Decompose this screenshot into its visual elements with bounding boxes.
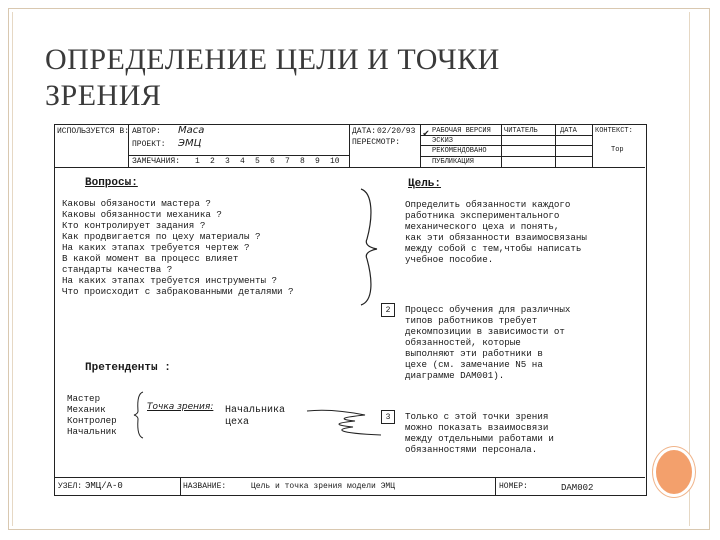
goal-line-3: механического цеха и понять, — [405, 221, 560, 232]
status-recommended: РЕКОМЕНДОВАНО — [432, 147, 487, 155]
project-label: ПРОЕКТ: — [132, 140, 166, 149]
context-label: КОНТЕКСТ: — [595, 127, 633, 135]
context-value: Top — [611, 146, 624, 154]
notes-label: ЗАМЕЧАНИЯ: — [132, 157, 181, 166]
note-3: 3 — [225, 157, 230, 166]
note2-line-2: типов работников требует — [405, 315, 538, 326]
note-8: 8 — [300, 157, 305, 166]
note-9: 9 — [315, 157, 320, 166]
note2-line-4: обязанностей, которые — [405, 337, 521, 348]
date-value: 02/20/93 — [377, 127, 416, 136]
goal-line-6: учебное пособие. — [405, 254, 494, 265]
goal-line-4: как эти обязанности взаимосвязаны — [405, 232, 587, 243]
note-badge-3: 3 — [381, 410, 395, 424]
candidates-heading: Претенденты : — [85, 362, 171, 374]
note-7: 7 — [285, 157, 290, 166]
footer-divider — [55, 477, 645, 478]
question-1: Каковы обязаности мастера ? — [62, 198, 211, 209]
name-label: НАЗВАНИЕ: — [183, 482, 227, 491]
status-draft: ЭСКИЗ — [432, 137, 454, 145]
question-7: стандарты качества ? — [62, 264, 173, 275]
title-line-2: ЗРЕНИЯ — [45, 79, 162, 112]
note-5: 5 — [255, 157, 260, 166]
goal-line-1: Определить обязанности каждого — [405, 199, 571, 210]
used-in-label: ИСПОЛЬЗУЕТСЯ В: — [57, 127, 130, 136]
note-6: 6 — [270, 157, 275, 166]
reader-label: ЧИТАТЕЛЬ — [504, 127, 538, 135]
candidate-4: Начальник — [67, 426, 117, 437]
question-4: Как продвигается по цеху материалы ? — [62, 231, 261, 242]
number-value: DAM002 — [561, 483, 594, 493]
note3-line-4: обязанностями персонала. — [405, 444, 538, 455]
checkmark-icon: ✔ — [423, 129, 430, 140]
node-label: УЗЕЛ: — [58, 482, 83, 491]
author-label: АВТОР: — [132, 127, 161, 136]
candidates-brace-icon — [132, 391, 146, 439]
candidate-2: Механик — [67, 404, 106, 415]
goal-line-2: работника экспериментального — [405, 210, 560, 221]
viewpoint-label: Точка зрения: — [147, 402, 214, 412]
date-label: ДАТА: — [352, 127, 377, 136]
question-5: На каких этапах требуется чертеж ? — [62, 242, 250, 253]
idef0-form — [54, 124, 647, 496]
status-publication: ПУБЛИКАЦИЯ — [432, 158, 475, 166]
note-4: 4 — [240, 157, 245, 166]
title-line-1: ОПРЕДЕЛЕНИЕ ЦЕЛИ И ТОЧКИ — [45, 43, 500, 76]
note2-line-7: диаграмме DAM001). — [405, 370, 505, 381]
goal-line-5: между собой с тем,чтобы написать — [405, 243, 582, 254]
note2-line-5: выполняют эти работники в — [405, 348, 543, 359]
question-6: В какой момент ва процесс влияет — [62, 253, 239, 264]
viewpoint-value-1: Начальника — [225, 405, 286, 416]
node-value: ЭМЦ/А-0 — [85, 481, 123, 491]
question-2: Каковы обязанности механика ? — [62, 209, 222, 220]
author-value: Маса — [178, 125, 205, 136]
note2-line-6: цехе (см. замечание N5 на — [405, 359, 543, 370]
form-header — [55, 125, 645, 168]
name-value: Цель и точка зрения модели ЭМЦ — [251, 482, 396, 491]
goal-heading: Цель: — [408, 178, 442, 190]
reader-date-label: ДАТА — [560, 127, 577, 135]
status-working: РАБОЧАЯ ВЕРСИЯ — [432, 127, 491, 135]
candidate-1: Мастер — [67, 393, 101, 404]
note2-line-1: Процесс обучения для различных — [405, 304, 571, 315]
question-3: Кто контролирует задания ? — [62, 220, 206, 231]
question-8: На каких этапах требуется инструменты ? — [62, 275, 278, 286]
note2-line-3: декомпозиции в зависимости от — [405, 326, 565, 337]
note-2: 2 — [210, 157, 215, 166]
candidate-3: Контролер — [67, 415, 117, 426]
note3-line-1: Только с этой точки зрения — [405, 411, 549, 422]
revision-label: ПЕРЕСМОТР: — [352, 138, 401, 147]
squiggle-arrow-icon — [305, 407, 385, 443]
question-9: Что происходит с забракованными деталями ? — [62, 286, 294, 297]
decorative-circle — [653, 447, 695, 497]
note-badge-2: 2 — [381, 303, 395, 317]
viewpoint-value-2: цеха — [225, 417, 250, 428]
project-value: ЭМЦ — [178, 138, 202, 149]
slide-title — [45, 42, 645, 114]
note3-line-2: можно показать взаимосвязи — [405, 422, 549, 433]
note-1: 1 — [195, 157, 200, 166]
number-label: НОМЕР: — [499, 482, 528, 491]
note-10: 10 — [330, 157, 340, 166]
questions-heading: Вопросы: — [85, 177, 138, 189]
questions-brace-icon — [355, 187, 385, 307]
note3-line-3: между отдельными работами и — [405, 433, 554, 444]
